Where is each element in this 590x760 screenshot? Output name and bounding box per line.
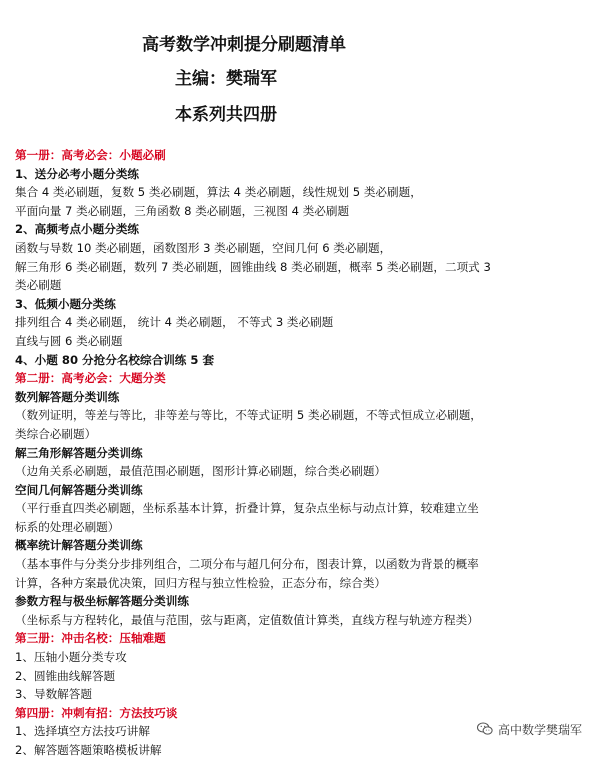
section-heading: 解三角形解答题分类训练	[15, 445, 143, 460]
volume-heading: 第四册：冲刺有招：方法技巧谈	[15, 705, 178, 720]
content-line: （基本事件与分类分步排列组合，二项分布与超几何分布，图表计算，以函数为背景的概率	[15, 557, 479, 572]
content-line: 直线与圆 6 类必刷题	[15, 333, 123, 348]
section-heading: 参数方程与极坐标解答题分类训练	[15, 594, 189, 609]
content-line: （数列证明，等差与等比，非等差与等比，不等式证明 5 类必刷题，不等式恒成立必刷题，	[15, 408, 482, 423]
content-line: 函数与导数 10 类必刷题，函数图形 3 类必刷题，空间几何 6 类必刷题，	[15, 240, 392, 255]
wechat-icon	[476, 720, 494, 738]
content-line: 1、压轴小题分类专攻	[15, 650, 127, 665]
content-line: 标系的处理必刷题）	[15, 519, 120, 534]
section-heading: 数列解答题分类训练	[15, 389, 120, 404]
content-line: 排列组合 4 类必刷题， 统计 4 类必刷题， 不等式 3 类必刷题	[15, 315, 334, 330]
volume-heading: 第二册：高考必会：大题分类	[15, 371, 166, 386]
content-line: （边角关系必刷题，最值范围必刷题，图形计算必刷题，综合类必刷题）	[15, 464, 387, 479]
content-line: （坐标系与方程转化，最值与范围，弦与距离，定值数值计算类，直线方程与轨迹方程类）	[15, 612, 479, 627]
section-heading: 1、送分必考小题分类练	[15, 166, 140, 181]
document-title: 高考数学冲刺提分刷题清单	[142, 35, 346, 55]
content-line: 2、圆锥曲线解答题	[15, 668, 116, 683]
watermark	[476, 720, 582, 738]
content-line: 1、选择填空方法技巧讲解	[15, 724, 150, 739]
section-heading: 4、小题 80 分抢分名校综合训练 5 套	[15, 352, 215, 367]
section-heading: 空间几何解答题分类训练	[15, 482, 143, 497]
content-line: 计算，各种方案最优决策，回归方程与独立性检验，正态分布，综合类）	[15, 575, 387, 590]
series-line: 本系列共四册	[175, 105, 277, 125]
watermark-text: 高中数学樊瑞军	[497, 722, 582, 737]
content-line: 2、解答题答题策略模板讲解	[15, 743, 162, 757]
section-heading: 3、低频小题分类练	[15, 296, 116, 311]
content-line: 类必刷题	[15, 278, 62, 293]
content-line: （平行垂直四类必刷题，坐标系基本计算，折叠计算，复杂点坐标与动点计算，较难建立坐	[15, 501, 479, 516]
volume-heading: 第一册：高考必会：小题必刷	[15, 148, 166, 162]
content-line: 3、导数解答题	[15, 687, 92, 702]
volume-heading: 第三册：冲击名校：压轴难题	[15, 631, 166, 646]
content-line: 平面向量 7 类必刷题，三角函数 8 类必刷题，三视图 4 类必刷题	[15, 203, 350, 218]
section-heading: 2、高频考点小题分类练	[15, 222, 140, 237]
content-line: 解三角形 6 类必刷题，数列 7 类必刷题，圆锥曲线 8 类必刷题，概率 5 类必刷题，二项式 3	[15, 259, 491, 274]
content-line: 集合 4 类必刷题，复数 5 类必刷题，算法 4 类必刷题，线性规划 5 类必刷题，	[15, 185, 422, 200]
content-line: 类综合必刷题）	[15, 426, 97, 441]
content-list	[15, 146, 585, 760]
section-heading: 概率统计解答题分类训练	[15, 538, 143, 553]
editor-line: 主编：樊瑞军	[175, 69, 277, 89]
